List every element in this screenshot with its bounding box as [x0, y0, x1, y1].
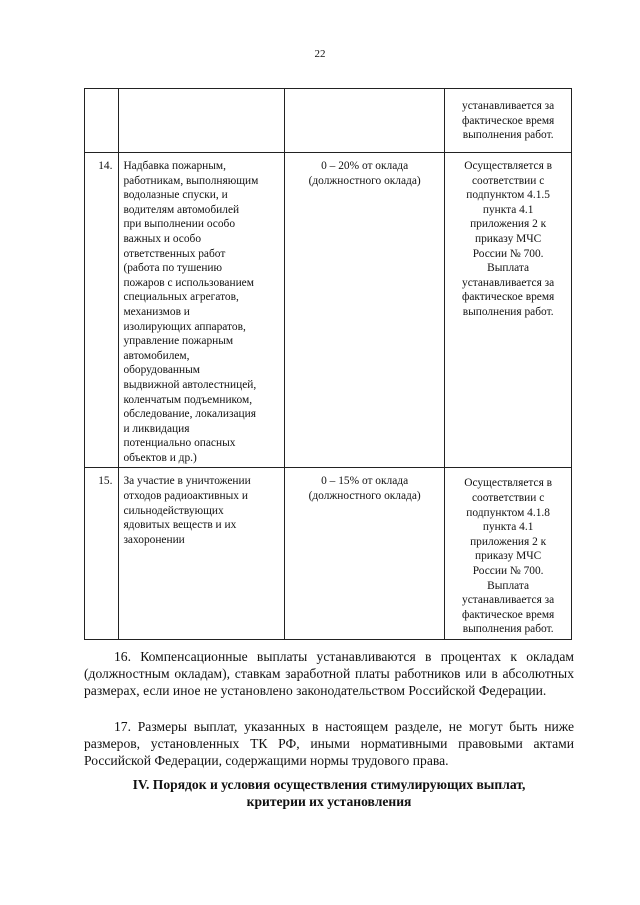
- paragraph-16-text: 16. Компенсационные выплаты устанавливаются в процентах к окладам (должностным окладам), ставкам заработной платы работников или в абсолютных размерах, если иное не установлено законодательством Российской Федерации.: [84, 649, 574, 699]
- payment-conditions: устанавливается за фактическое время выполнения работ.: [445, 89, 572, 153]
- table-row: [85, 468, 572, 640]
- payment-conditions: Осуществляется в соответствии с подпунктом 4.1.8 пункта 4.1 приложения 2 к приказу МЧС России № 700. Выплата устанавливается за фактическое время выполнения работ.: [445, 468, 572, 640]
- row-number: [85, 89, 119, 153]
- row-number: 15.: [85, 468, 119, 640]
- payment-name: Надбавка пожарным, работникам, выполняющим водолазные спуски, и водителям автомобилей при выполнении особо важных и особо ответственных работ (работа по тушению пожаров с использованием специальных агрегатов, механизмов и изолирующих аппаратов, управление пожарным автомобилем, оборудованным выдвижной автолестницей, коленчатым подъемником, обследование, локализация и ликвидация потенциально опасных объектов и др.): [119, 153, 285, 468]
- payment-conditions: Осуществляется в соответствии с подпунктом 4.1.5 пункта 4.1 приложения 2 к приказу МЧС России № 700. Выплата устанавливается за фактическое время выполнения работ.: [445, 153, 572, 468]
- paragraph-16: [84, 648, 574, 700]
- paragraph-17-text: 17. Размеры выплат, указанных в настоящем разделе, не могут быть ниже размеров, установленных ТК РФ, иными нормативными правовыми актами Российской Федерации, содержащими нормы трудового права.: [84, 719, 574, 769]
- page-number: 22: [314, 48, 326, 60]
- table-row: [85, 89, 572, 153]
- payment-size: 0 – 15% от оклада (должностного оклада): [285, 468, 445, 640]
- payment-size: [285, 89, 445, 153]
- section-heading: [84, 776, 574, 811]
- section-heading-line-2: критерии их установления: [246, 794, 412, 810]
- payment-name: [119, 89, 285, 153]
- paragraph-17: [84, 718, 574, 770]
- payment-size: 0 – 20% от оклада (должностного оклада): [285, 153, 445, 468]
- row-number: 14.: [85, 153, 119, 468]
- section-heading-line-1: IV. Порядок и условия осуществления стимулирующих выплат,: [132, 777, 526, 792]
- payments-table: [84, 88, 572, 640]
- payment-name: За участие в уничтожении отходов радиоактивных и сильнодействующих ядовитых веществ и их захоронении: [119, 468, 285, 640]
- table-row: [85, 153, 572, 468]
